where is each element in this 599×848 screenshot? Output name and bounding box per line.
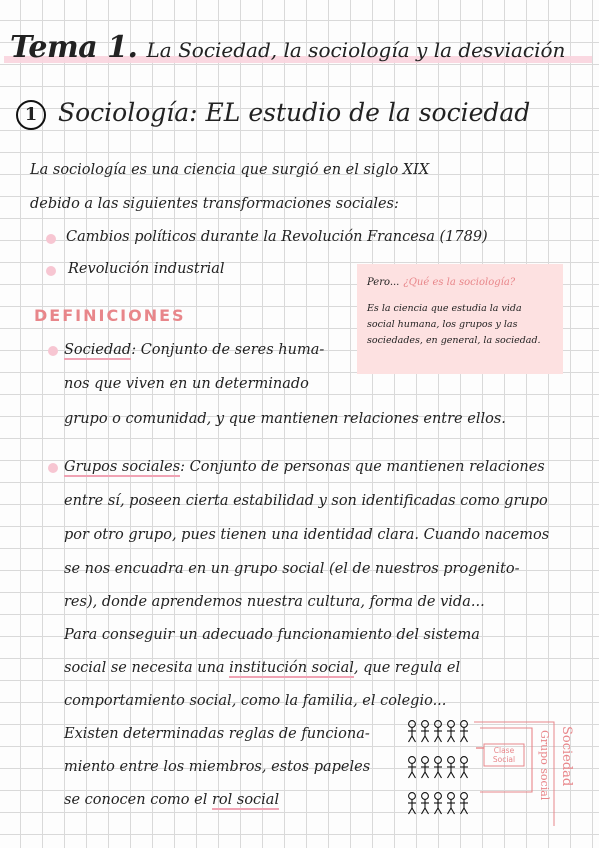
title-sub: La Sociedad, la sociología y la desviación	[146, 38, 566, 62]
society-diagram	[404, 718, 584, 830]
intro-bullet-1: Cambios políticos durante la Revolución Francesa (1789)	[66, 229, 488, 245]
callout-answer-line: social humana, los grupos y las	[367, 319, 518, 330]
callout-box	[357, 264, 563, 374]
stick-figure	[408, 757, 416, 778]
term-sociedad: Sociedad	[64, 342, 132, 358]
stick-figure	[408, 793, 416, 814]
section-number: 1	[16, 100, 46, 130]
callout-label: Pero...	[367, 277, 400, 288]
para-line-2	[64, 660, 460, 676]
para-text: , que regula el	[353, 660, 461, 676]
callout-answer-line: sociedades, en general, la sociedad.	[367, 335, 541, 346]
stick-figure	[447, 757, 455, 778]
stick-figure	[460, 721, 468, 742]
stick-figures	[408, 721, 468, 814]
bullet-dot	[48, 346, 58, 356]
para-line-5: miento entre los miembros, estos papeles	[64, 759, 371, 775]
title-main: Tema 1.	[10, 30, 138, 65]
section-title: Sociología: EL estudio de la sociedad	[58, 98, 531, 127]
bullet-dot	[48, 463, 58, 473]
stick-figure	[408, 721, 416, 742]
stick-figure	[421, 793, 429, 814]
stick-figure	[421, 757, 429, 778]
para-line-4: Existen determinadas reglas de funciona-	[64, 726, 370, 742]
clase-label: Clase	[493, 746, 515, 755]
term-grupos-sociales: Grupos sociales	[64, 459, 181, 475]
page-title	[10, 30, 565, 65]
stick-figure	[447, 793, 455, 814]
stick-figure	[421, 721, 429, 742]
intro-line-2: debido a las siguientes transformaciones sociales:	[30, 196, 399, 212]
stick-figure	[434, 721, 442, 742]
para-line-3: comportamiento social, como la familia, el colegio...	[64, 693, 447, 709]
callout-answer-line: Es la ciencia que estudia la vida	[367, 303, 522, 314]
social-label: Social	[492, 755, 516, 764]
stick-figure	[447, 721, 455, 742]
grupo-social-label: Grupo social	[538, 730, 551, 801]
def-sociedad-line-2: nos que viven en un determinado	[64, 376, 309, 392]
callout-question: ¿Qué es la sociología?	[403, 277, 516, 288]
bullet-dot	[46, 234, 56, 244]
callout-answer	[367, 301, 553, 349]
term-institucion-social: institución social	[229, 660, 354, 676]
term-rol-social: rol social	[211, 792, 280, 808]
stick-figure	[434, 757, 442, 778]
def-text: : Conjunto de seres huma-	[131, 342, 325, 358]
para-text: social se necesita una	[64, 660, 225, 676]
stick-figure	[460, 793, 468, 814]
def-text: : Conjunto de personas que mantienen relaciones	[180, 459, 545, 475]
stick-figure	[434, 793, 442, 814]
bullet-dot	[46, 266, 56, 276]
def-grupos-line-2: entre sí, poseen cierta estabilidad y son identificadas como grupo	[64, 493, 548, 509]
def-grupos-line-4: se nos encuadra en un grupo social (el de nuestros progenito-	[64, 561, 520, 577]
intro-bullet-2: Revolución industrial	[68, 261, 225, 277]
sociedad-label: Sociedad	[559, 726, 574, 787]
definitions-heading: DEFINICIONES	[34, 306, 186, 325]
stick-figure	[460, 757, 468, 778]
def-grupos-line-5: res), donde aprendemos nuestra cultura, forma de vida...	[64, 594, 485, 610]
def-sociedad-line-3: grupo o comunidad, y que mantienen relaciones entre ellos.	[64, 411, 506, 427]
def-sociedad-line-1	[64, 342, 324, 358]
para-line-6	[64, 792, 279, 808]
def-grupos-line-3: por otro grupo, pues tienen una identidad clara. Cuando nacemos	[64, 527, 550, 543]
def-grupos-line-1	[64, 459, 545, 475]
intro-line-1: La sociología es una ciencia que surgió en el siglo XIX	[30, 162, 430, 178]
para-text: se conocen como el	[64, 792, 208, 808]
para-line-1: Para conseguir un adecuado funcionamiento del sistema	[64, 627, 480, 643]
